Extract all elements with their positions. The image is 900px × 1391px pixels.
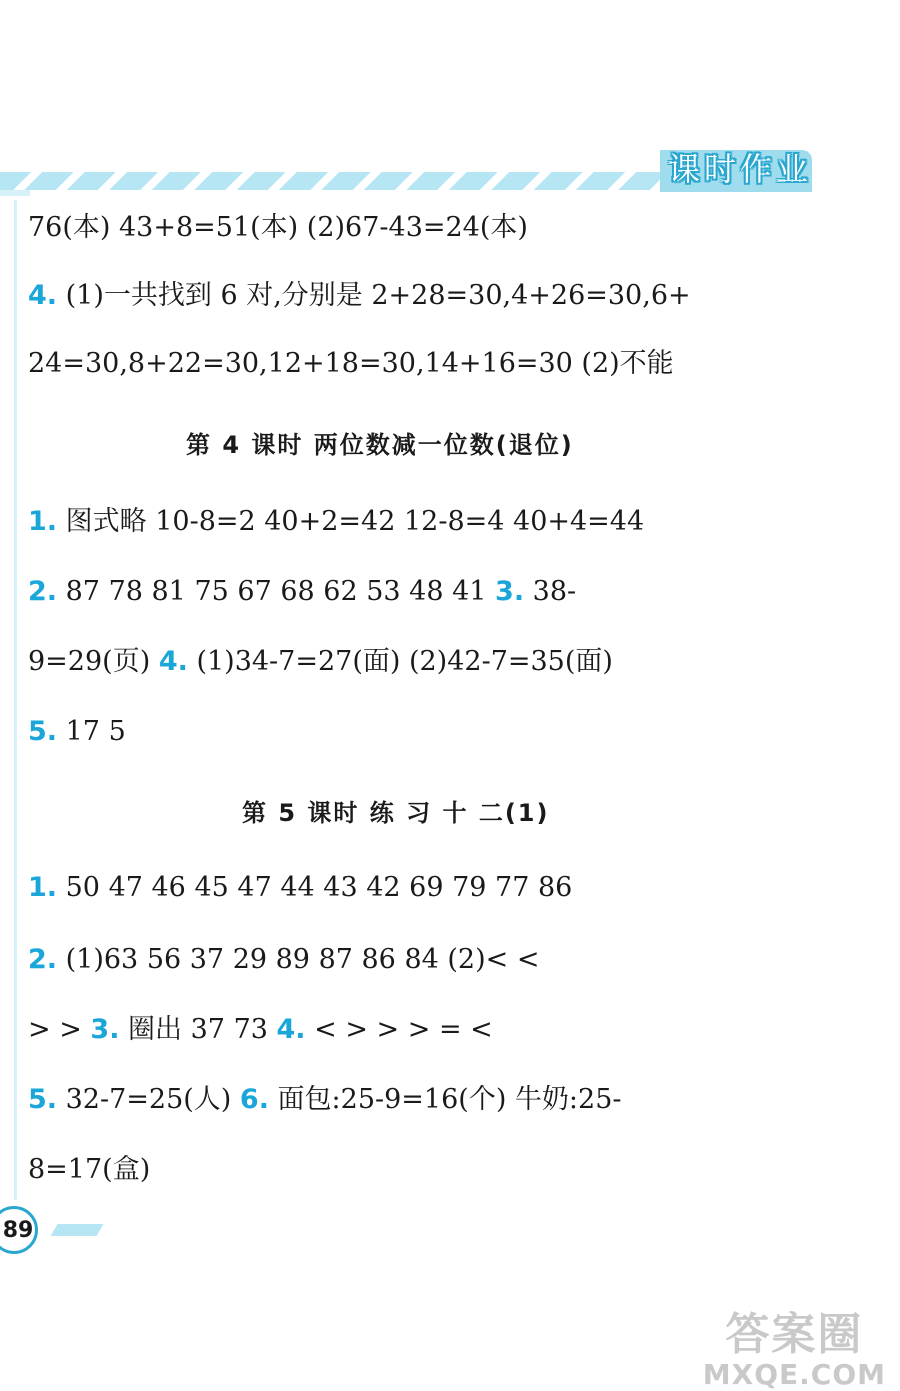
- section-heading: 第 4 课时 两位数减一位数(退位): [186, 431, 574, 459]
- answer-text: 图式略 10-8=2 40+2=42 12-8=4 40+4=44: [57, 506, 645, 537]
- header-title: 课时作业: [668, 150, 813, 188]
- answer-line: [28, 278, 691, 314]
- question-number: 4.: [28, 280, 58, 311]
- answer-text: (1)34-7=27(面) (2)42-7=35(面): [187, 646, 613, 677]
- header-stripe-accent: [0, 190, 30, 196]
- page-number-text: 89: [2, 1217, 34, 1243]
- answer-line: [28, 1152, 150, 1188]
- page-number: [0, 1206, 38, 1254]
- answer-line: [28, 714, 126, 750]
- question-number: 1.: [28, 872, 58, 903]
- answer-text: 76(本) 43+8=51(本) (2)67-43=24(本): [28, 212, 528, 243]
- answer-line: [28, 870, 572, 906]
- question-number: 2.: [28, 944, 58, 975]
- answer-line: [28, 504, 644, 540]
- question-number: 3.: [495, 576, 525, 607]
- answer-text: 38-: [524, 576, 577, 607]
- answer-line: [28, 1082, 622, 1118]
- question-number: 5.: [28, 716, 58, 747]
- header-stripe-band: [0, 172, 660, 190]
- answer-text: 87 78 81 75 67 68 62 53 48 41: [57, 576, 496, 607]
- question-number: 4.: [158, 646, 188, 677]
- page-tab-decoration: [51, 1224, 104, 1236]
- section-heading: 第 5 课时 练 习 十 二(1): [242, 799, 550, 827]
- answer-line: [28, 574, 576, 610]
- answer-text: 面包:25-9=16(个) 牛奶:25-: [268, 1084, 622, 1115]
- answer-line: [28, 346, 674, 382]
- answer-text: 50 47 46 45 47 44 43 42 69 79 77 86: [57, 872, 573, 903]
- answer-text: 圈出 37 73: [119, 1014, 277, 1045]
- watermark-url: MXQE.COM: [702, 1358, 886, 1391]
- answer-line: [28, 644, 613, 680]
- watermark: [703, 1298, 886, 1391]
- question-number: 6.: [239, 1084, 269, 1115]
- answer-text: 32-7=25(人): [57, 1084, 240, 1115]
- answer-text: 8=17(盒): [28, 1154, 151, 1185]
- answer-text: > >: [28, 1014, 91, 1045]
- answer-text: 17 5: [57, 716, 126, 747]
- answer-text: (1)63 56 37 29 89 87 86 84 (2)< <: [57, 944, 540, 975]
- question-number: 5.: [28, 1084, 58, 1115]
- answer-text: 24=30,8+22=30,12+18=30,14+16=30 (2)不能: [28, 348, 674, 379]
- question-number: 4.: [276, 1014, 306, 1045]
- watermark-cn: 答案圈: [725, 1309, 864, 1360]
- margin-line: [14, 200, 17, 1200]
- answer-line: [28, 1012, 493, 1048]
- question-number: 1.: [28, 506, 58, 537]
- answer-text: < > > > = <: [305, 1014, 493, 1045]
- question-number: 3.: [90, 1014, 120, 1045]
- answer-text: 9=29(页): [28, 646, 159, 677]
- answer-text: (1)一共找到 6 对,分别是 2+28=30,4+26=30,6+: [57, 280, 691, 311]
- answer-line: [28, 942, 539, 978]
- question-number: 2.: [28, 576, 58, 607]
- answer-line: [28, 210, 528, 246]
